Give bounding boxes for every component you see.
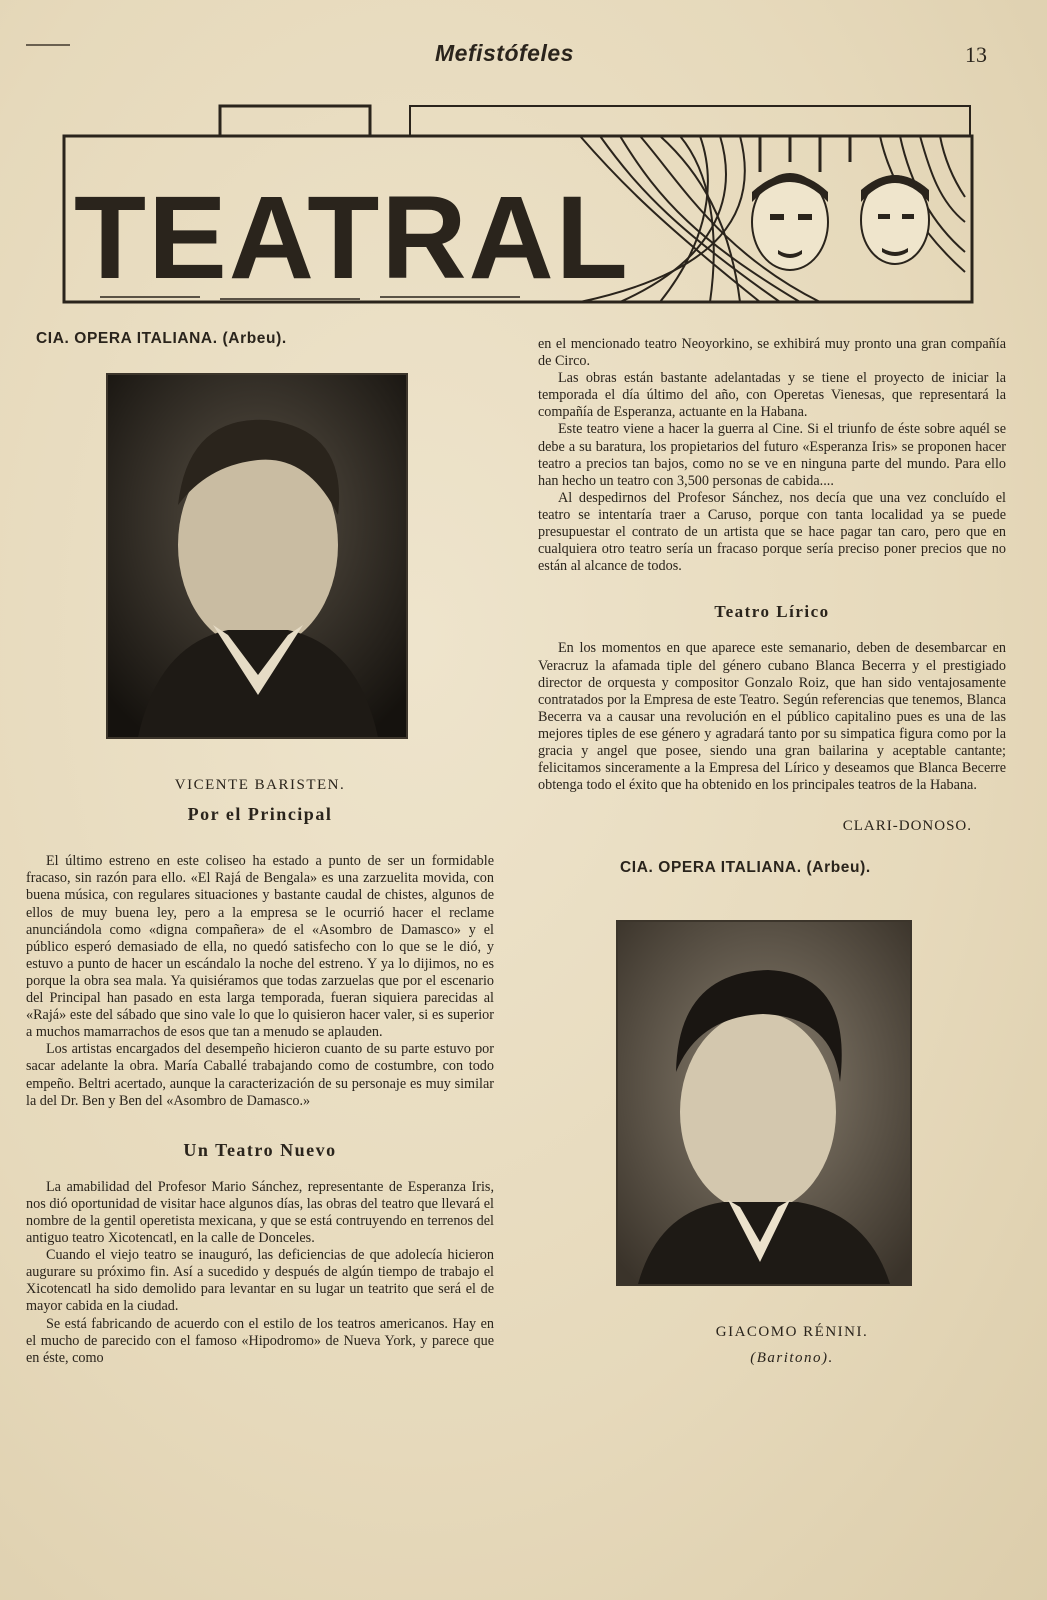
portrait-figure (108, 375, 406, 737)
portrait-photo-renini (616, 920, 912, 1286)
teatral-banner (60, 102, 976, 307)
corner-mark (26, 44, 70, 46)
left-column (26, 330, 494, 1367)
banner-title: TEATRAL (74, 172, 630, 304)
photo-caption-baristen: VICENTE BARISTEN. (174, 777, 346, 794)
paragraph: Se está fabricando de acuerdo con el estilo de los teatros americanos. Hay en el mucho de parecido con el famoso «Hipodromo» de Nueva York, y parece que en éste, como (26, 1315, 494, 1366)
page-number: 13 (965, 42, 987, 67)
magazine-name: Mefistófeles (435, 40, 574, 66)
paragraph: Al despedirnos del Profesor Sánchez, nos decía que una vez concluído el teatro se intentaría traer a Caruso, porque con tanta localidad ya se puede presupuestar el contrato de un artista que se hace pagar tan caro, pero que en cualquiera otro teatro sería un fracaso porque sería preciso poner precios que no están al alcance de todos. (538, 489, 1006, 575)
right-column (538, 336, 1006, 1367)
subhead-principal: Por el Principal (187, 804, 333, 825)
banner-illustration (60, 102, 976, 307)
subhead-teatro-nuevo: Un Teatro Nuevo (183, 1139, 337, 1160)
photo-subcaption-renini: (Baritono). (750, 1349, 834, 1366)
paragraph: Este teatro viene a hacer la guerra al Cine. Si el triunfo de éste sobre aquél se debe a su baratura, los propietarios del futuro «Esperanza Iris» se proponen hacer teatro a precios tan bajos, como no se ve en ninguna parte del mundo. Para ello han hecho un teatro con 3,500 personas de cabida.... (538, 421, 1006, 489)
paragraph: En los momentos en que aparece este semanario, deben de desembarcar en Veracruz la afamada tiple del género cubano Blanca Becerra y el prestigiado director de orquesta y compositor Gonzalo Roiz, que han sido ventajosamente contratados por la Empresa de este Teatro. Según referencias que tenemos, Blanca Becerra va a causar una revolución en el público capitalino pues es una de las mejores tiples de ese género y agradará tanto por su simpatica figura como por la gracia y angel que posee, siendo una gran bailarina y aceptable cantante; felicitamos sinceramente a la Empresa del Lírico y deseamos que Blanca Becerre obtenga todo el éxito que ha obtenido en los principales teatros de la Habana. (538, 640, 1006, 794)
portrait-photo-baristen (106, 373, 408, 739)
paragraph: en el mencionado teatro Neoyorkino, se exhibirá muy pronto una gran compañía de Circo. (538, 336, 1006, 370)
photo-caption-renini: GIACOMO RÉNINI. (715, 1324, 869, 1341)
paragraph: Cuando el viejo teatro se inauguró, las deficiencias de que adolecía hicieron augurare su próximo fin. Así a sucedido y después de algún tiempo de trabajo el Xicotencatl ha sido demolido para levantar en su lugar un teatrito que será el de mayor cabida en la ciudad. (26, 1247, 494, 1315)
running-head (0, 34, 1047, 70)
section-title-opera-2: CIA. OPERA ITALIANA. (Arbeu). (620, 859, 871, 877)
paragraph: La amabilidad del Profesor Mario Sánchez, representante de Esperanza Iris, nos dió oportunidad de visitar hace algunos días, las obras del teatro que llevará el nombre de la gentil operetista mexicana, y que se está contruyendo en terrenos del antiguo teatro Xicotencatl, en la calle de Donceles. (26, 1178, 494, 1247)
subhead-teatro-lirico: Teatro Lírico (714, 602, 830, 622)
paragraph: Los artistas encargados del desempeño hicieron cuanto de su parte estuvo por sacar adelante la obra. María Caballé trabajando como de costumbre, con todo empeño. Beltri acertado, aunque la caracterización de su personaje es muy similar la del Dr. Ben y Ben del «Asombro de Damasco.» (26, 1041, 494, 1109)
signature: CLARI-DONOSO. (842, 818, 972, 835)
paragraph: El último estreno en este coliseo ha estado a punto de ser un formidable fracaso, sin razón para ello. «El Rajá de Bengala» es una zarzuelita movida, con buena música, con regulares situaciones y bastante caudal de chistes, algunos de ellos de muy buena ley, pero a la empresa se le ocurrió hacer el reclame anunciándola como «digna compañera» de el «Asombro de Damasco» y el público esperó demasiado de ella, no quedó satisfecho con lo que se le dió, y estuvo a punto de hacer un escándalo la noche del estreno. Y ya lo dijimos, no es porque la obra sea mala. Ya quisiéramos que todas zarzuelas que por el escenario del Principal han pasado en esta larga temporada, fueran siquiera parecidas al «Rajá» este del sábado que sino vale lo que lo quisieron hacer valer, si es superior a muchos mamarrachos de esos que tan a menudo se aplauden. (26, 853, 494, 1041)
section-title-opera: CIA. OPERA ITALIANA. (Arbeu). (36, 330, 287, 347)
paragraph: Las obras están bastante adelantadas y se tiene el proyecto de iniciar la temporada el día último del año, con Operetas Vienesas, que representará la compañía de Esperanza, actuante en la Habana. (538, 370, 1006, 421)
portrait-figure (618, 922, 910, 1284)
